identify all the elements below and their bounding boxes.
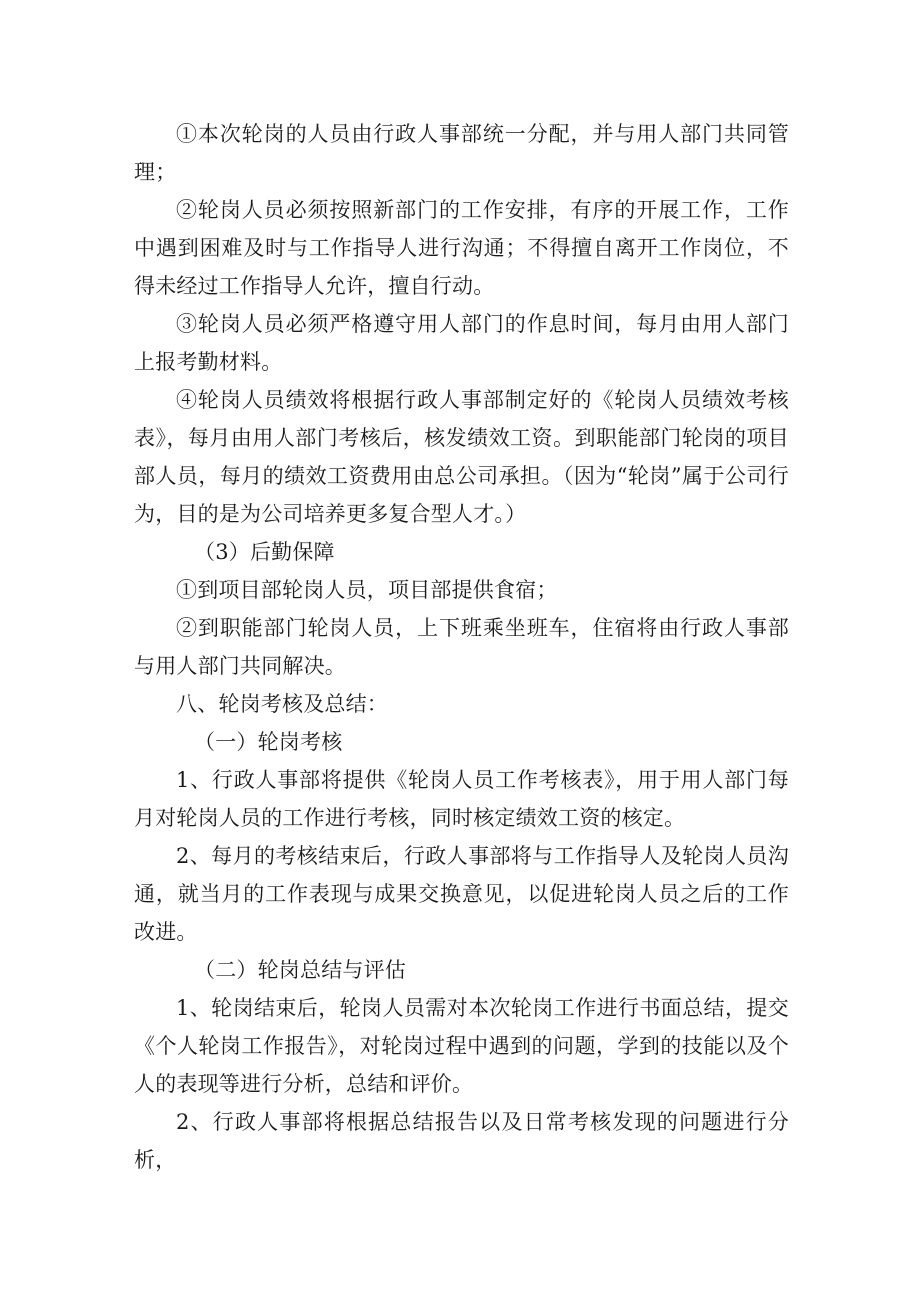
paragraph-summary-1: 1、轮岗结束后，轮岗人员需对本次轮岗工作进行书面总结，提交《个人轮岗工作报告》，对轮岗过程中遇到的问题，学到的技能以及个人的表现等进行分析，总结和评价。: [134, 996, 789, 1096]
subheading-summary: （二）轮岗总结与评估: [194, 958, 406, 982]
paragraph-rule-2: ②轮岗人员必须按照新部门的工作安排，有序的开展工作，工作中遇到困难及时与工作指导人进行沟通；不得擅自离开工作岗位，不得未经过工作指导人允许，擅自行动。: [134, 198, 789, 298]
paragraph-logistics-2: ②到职能部门轮岗人员，上下班乘坐班车，住宿将由行政人事部与用人部门共同解决。: [134, 616, 789, 678]
subheading-assessment: （一）轮岗考核: [194, 730, 343, 754]
paragraph-assessment-2: 2、每月的考核结束后，行政人事部将与工作指导人及轮岗人员沟通，就当月的工作表现与成果交换意见，以促进轮岗人员之后的工作改进。: [134, 844, 789, 944]
document-body: [134, 115, 789, 1179]
paragraph-logistics-1: ①到项目部轮岗人员，项目部提供食宿；: [176, 578, 558, 602]
paragraph-rule-4: ④轮岗人员绩效将根据行政人事部制定好的《轮岗人员绩效考核表》，每月由用人部门考核后，核发绩效工资。到职能部门轮岗的项目部人员，每月的绩效工资费用由总公司承担。（因为“轮岗”属于公司行为，目的是为公司培养更多复合型人才。）: [134, 388, 789, 526]
paragraph-rule-3: ③轮岗人员必须严格遵守用人部门的作息时间，每月由用人部门上报考勤材料。: [134, 312, 789, 374]
section-heading-eight: 八、轮岗考核及总结：: [176, 692, 388, 716]
subheading-logistics: （3）后勤保障: [194, 540, 335, 564]
paragraph-rule-1: ①本次轮岗的人员由行政人事部统一分配，并与用人部门共同管理；: [134, 122, 789, 184]
paragraph-summary-2: 2、行政人事部将根据总结报告以及日常考核发现的问题进行分析，: [134, 1110, 789, 1172]
paragraph-assessment-1: 1、行政人事部将提供《轮岗人员工作考核表》，用于用人部门每月对轮岗人员的工作进行考核，同时核定绩效工资的核定。: [134, 768, 789, 830]
